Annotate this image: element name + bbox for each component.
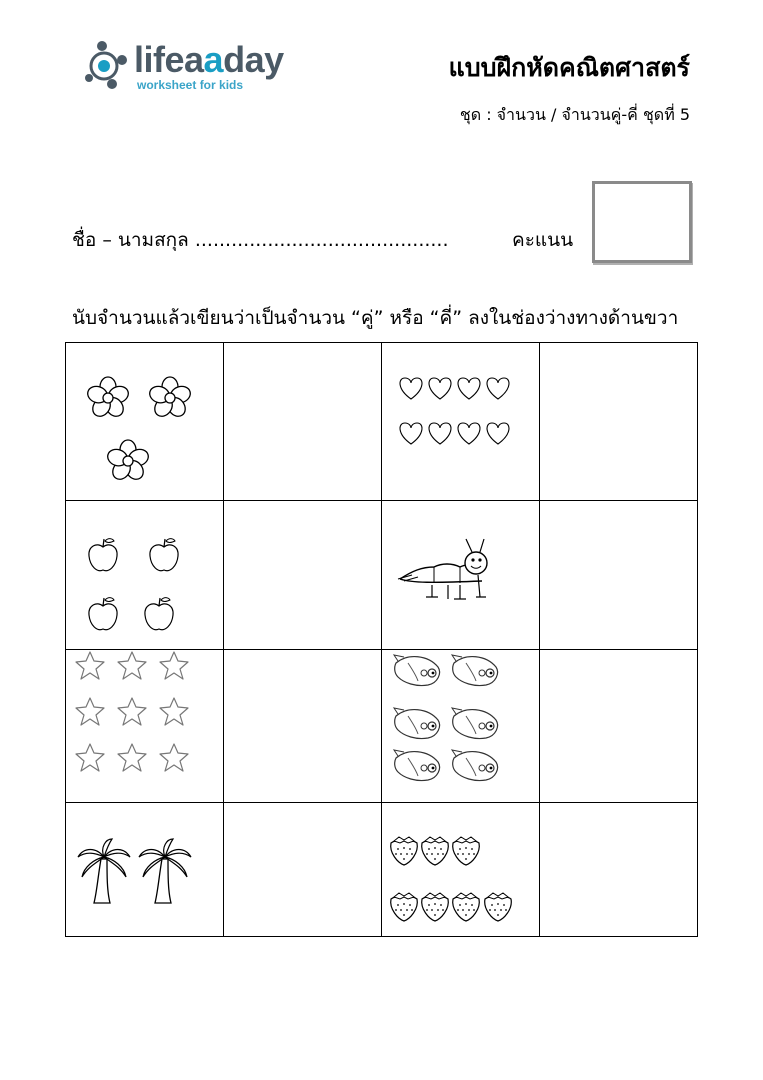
- heart-icon: [429, 423, 451, 444]
- answer-cell[interactable]: [224, 803, 382, 937]
- palm-tree-icon: [139, 839, 191, 903]
- flower-icon: [148, 377, 193, 420]
- strawberry-icon: [453, 837, 480, 865]
- flower-icon: [106, 440, 151, 483]
- picture-cell-strawberries: [382, 803, 540, 937]
- heart-icon: [487, 423, 509, 444]
- page-title: แบบฝึกหัดคณิตศาสตร์: [448, 53, 690, 82]
- heart-icon: [487, 378, 509, 399]
- star-icon: [76, 652, 104, 679]
- star-icon: [160, 698, 188, 725]
- fish-icon: [452, 708, 498, 739]
- strawberry-icon: [391, 837, 418, 865]
- picture-cell-caterpillar: [382, 501, 540, 650]
- table-row: [66, 650, 698, 803]
- strawberry-icon-group: [382, 803, 539, 936]
- page-subtitle: ชุด : จำนวน / จำนวนคู่-คี่ ชุดที่ 5: [459, 105, 690, 124]
- table-row: [66, 501, 698, 650]
- answer-cell[interactable]: [540, 501, 698, 650]
- flower-icon-group: [66, 343, 223, 500]
- heart-icon-group: [382, 343, 539, 500]
- picture-cell-flowers: [66, 343, 224, 501]
- fish-icon: [452, 750, 498, 781]
- logo-wordmark: lifeaaday: [134, 39, 284, 80]
- star-icon: [118, 744, 146, 771]
- flower-icon: [86, 377, 131, 420]
- answer-cell[interactable]: [540, 650, 698, 803]
- fish-icon: [394, 655, 440, 686]
- heart-icon: [400, 378, 422, 399]
- score-box[interactable]: [592, 181, 692, 263]
- exercise-table: [65, 342, 698, 937]
- star-icon-group: [66, 650, 223, 802]
- answer-cell[interactable]: [224, 650, 382, 803]
- palm-tree-icon: [78, 839, 130, 903]
- instruction-text: นับจำนวนแล้วเขียนว่าเป็นจำนวน “คู่” หรือ “คี่” ลงในช่องว่างทางด้านขวา: [72, 307, 679, 329]
- picture-cell-hearts: [382, 343, 540, 501]
- heart-icon: [400, 423, 422, 444]
- palm-tree-icon-group: [66, 803, 223, 936]
- answer-cell[interactable]: [224, 501, 382, 650]
- name-field-label: ชื่อ – นามสกุล ..........................................: [72, 229, 449, 251]
- score-label: คะแนน: [512, 229, 574, 251]
- answer-cell[interactable]: [540, 803, 698, 937]
- strawberry-icon: [422, 837, 449, 865]
- apple-icon: [145, 598, 173, 630]
- fish-icon: [394, 750, 440, 781]
- picture-cell-palm-trees: [66, 803, 224, 937]
- picture-cell-fish: [382, 650, 540, 803]
- strawberry-icon: [453, 893, 480, 921]
- picture-cell-stars: [66, 650, 224, 803]
- caterpillar-icon: [382, 501, 539, 649]
- answer-cell[interactable]: [224, 343, 382, 501]
- apple-icon: [150, 539, 178, 571]
- star-icon: [76, 744, 104, 771]
- fish-icon: [394, 708, 440, 739]
- strawberry-icon: [422, 893, 449, 921]
- strawberry-icon: [391, 893, 418, 921]
- star-icon: [160, 744, 188, 771]
- apple-icon-group: [66, 501, 223, 649]
- star-icon: [118, 698, 146, 725]
- star-icon: [76, 698, 104, 725]
- picture-cell-apples: [66, 501, 224, 650]
- star-icon: [118, 652, 146, 679]
- fish-icon: [452, 655, 498, 686]
- table-row: [66, 343, 698, 501]
- apple-icon: [89, 539, 117, 571]
- star-icon: [160, 652, 188, 679]
- logo: [82, 38, 282, 96]
- apple-icon: [89, 598, 117, 630]
- heart-icon: [458, 423, 480, 444]
- logo-mark-icon: [82, 38, 132, 92]
- table-row: [66, 803, 698, 937]
- fish-icon-group: [382, 650, 539, 802]
- strawberry-icon: [485, 893, 512, 921]
- answer-cell[interactable]: [540, 343, 698, 501]
- heart-icon: [458, 378, 480, 399]
- logo-tagline: worksheet for kids: [137, 78, 244, 92]
- heart-icon: [429, 378, 451, 399]
